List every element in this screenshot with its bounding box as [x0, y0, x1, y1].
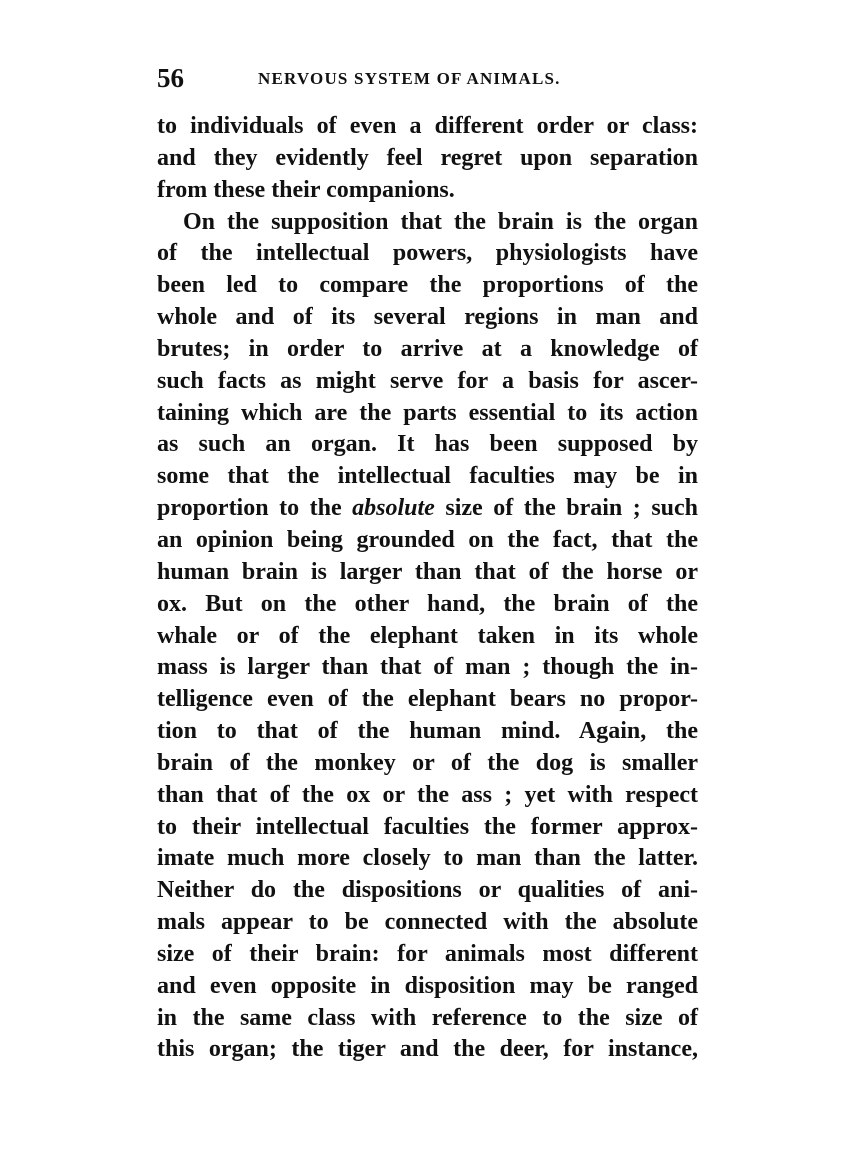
text-line: to individuals of even a different order or class:	[157, 113, 698, 139]
text-line: whale or of the elephant taken in its whole	[157, 622, 698, 649]
text-line: than that of the ox or the ass ; yet with respect	[157, 781, 698, 808]
running-header	[157, 62, 698, 94]
text-line: ox. But on the other hand, the brain of the	[157, 590, 698, 617]
text-line: size of their brain: for animals most different	[157, 940, 698, 967]
text-line: tion to that of the human mind. Again, the	[157, 718, 698, 745]
text-line: and they evidently feel regret upon separation	[157, 144, 698, 171]
text-line: as such an organ. It has been supposed by	[157, 431, 698, 458]
text-line: mass is larger than that of man ; though the in-	[157, 654, 698, 681]
text-line: and even opposite in disposition may be ranged	[157, 972, 698, 999]
text-line: to their intellectual faculties the former approx-	[157, 813, 698, 840]
text-run: size of the brain ; such	[434, 495, 699, 522]
text-line: such facts as might serve for a basis for ascer-	[157, 367, 698, 394]
text-line: an opinion being grounded on the fact, that the	[157, 526, 698, 553]
text-line: some that the intellectual faculties may be in	[157, 463, 698, 490]
text-line: human brain is larger than that of the horse or	[157, 558, 698, 585]
text-line: whole and of its several regions in man and	[157, 304, 698, 331]
text-line: taining which are the parts essential to its action	[157, 399, 698, 426]
text-line: brutes; in order to arrive at a knowledge of	[157, 335, 698, 362]
text-line: mals appear to be connected with the absolute	[157, 909, 698, 936]
text-line: been led to compare the proportions of the	[157, 272, 698, 299]
text-line: of the intellectual powers, physiologists have	[157, 240, 698, 267]
running-title: NERVOUS SYSTEM OF ANIMALS.	[258, 69, 561, 88]
body-text	[157, 111, 698, 1066]
text-line: brain of the monkey or of the dog is smaller	[157, 749, 698, 776]
text-line: telligence even of the elephant bears no propor-	[157, 686, 698, 713]
italic-word: absolute	[352, 495, 435, 522]
text-line: On the supposition that the brain is the organ	[183, 208, 698, 235]
text-run: proportion to the	[157, 495, 353, 522]
text-line	[157, 493, 698, 525]
text-line: imate much more closely to man than the latter.	[157, 845, 698, 872]
text-line: from these their companions.	[157, 176, 455, 203]
text-line: in the same class with reference to the size of	[157, 1004, 698, 1031]
text-line: this organ; the tiger and the deer, for instance,	[157, 1036, 698, 1063]
page-number: 56	[157, 63, 184, 93]
text-line: Neither do the dispositions or qualities of ani-	[157, 877, 698, 904]
